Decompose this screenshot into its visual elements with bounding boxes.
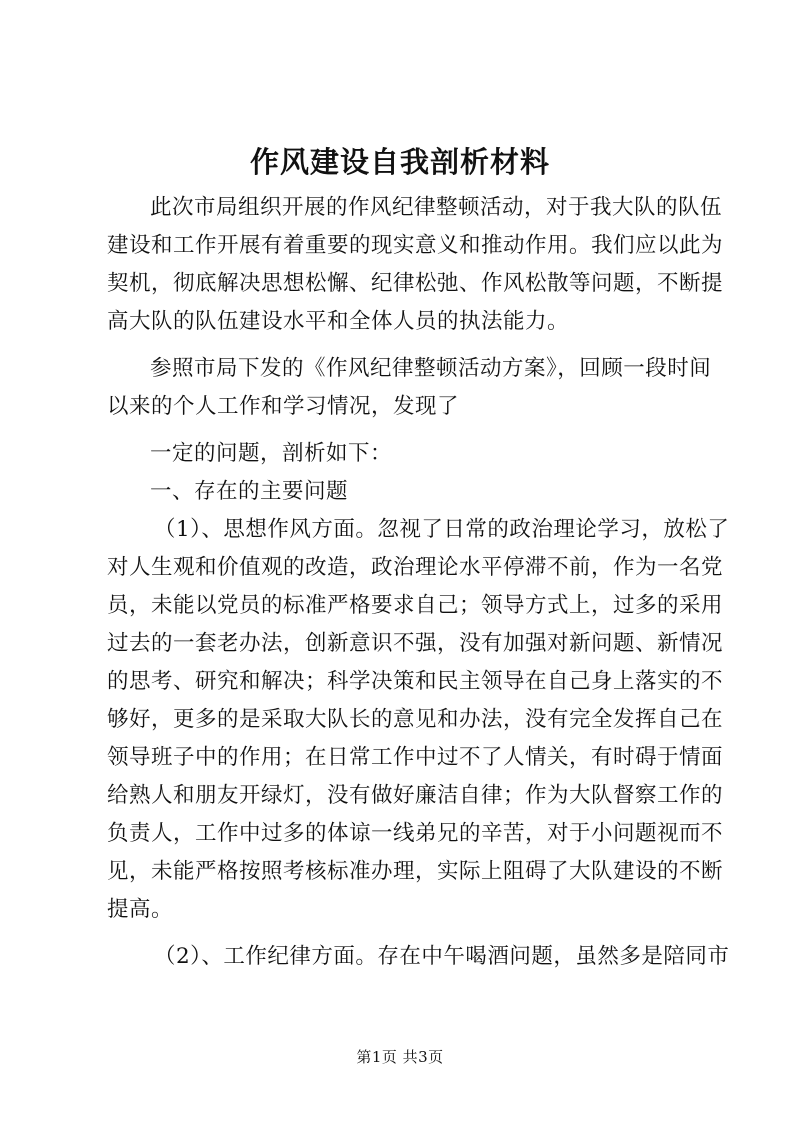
paragraph-line: （1）、思想作风方面。忽视了日常的政治理论学习，放松了 (154, 517, 730, 542)
paragraph-line: 员，未能以党员的标准严格要求自己；领导方式上，过多的采用 (107, 593, 724, 618)
paragraph-line: 建设和工作开展有着重要的现实意义和推动作用。我们应以此为 (107, 233, 724, 258)
paragraph-line: 契机，彻底解决思想松懈、纪律松弛、作风松散等问题，不断提 (107, 271, 724, 296)
paragraph-line: 一定的问题，剖析如下： (150, 441, 393, 466)
page-number-footer: 第1页 共3页 (356, 1048, 444, 1066)
paragraph-line: 高大队的队伍建设水平和全体人员的执法能力。 (107, 309, 570, 334)
paragraph-line: 对人生观和价值观的改造，政治理论水平停滞不前，作为一名党 (107, 555, 724, 580)
paragraph-line: 参照市局下发的《作风纪律整顿活动方案》，回顾一段时间 (150, 356, 712, 381)
paragraph-line: 见，未能严格按照考核标准办理，实际上阻碍了大队建设的不断 (107, 859, 724, 884)
document-title: 作风建设自我剖析材料 (249, 145, 550, 179)
paragraph-line: 以来的个人工作和学习情况，发现了 (107, 394, 460, 419)
paragraph-line: 领导班子中的作用；在日常工作中过不了人情关，有时碍于情面 (107, 745, 724, 770)
paragraph-line: 给熟人和朋友开绿灯，没有做好廉洁自律；作为大队督察工作的 (107, 783, 724, 808)
paragraph-line: 的思考、研究和解决；科学决策和民主领导在自己身上落实的不 (107, 669, 724, 694)
paragraph-line: （2）、工作纪律方面。存在中午喝酒问题，虽然多是陪同市 (154, 944, 730, 969)
paragraph-line: 提高。 (107, 897, 174, 922)
paragraph-line: 此次市局组织开展的作风纪律整顿活动，对于我大队的队伍 (150, 195, 723, 220)
paragraph-line: 负责人，工作中过多的体谅一线弟兄的辛苦，对于小问题视而不 (107, 821, 724, 846)
paragraph-line: 够好，更多的是采取大队长的意见和办法，没有完全发挥自己在 (107, 707, 724, 732)
paragraph-line: 过去的一套老办法，创新意识不强，没有加强对新问题、新情况 (107, 631, 724, 656)
section-heading: 一、存在的主要问题 (150, 479, 349, 504)
